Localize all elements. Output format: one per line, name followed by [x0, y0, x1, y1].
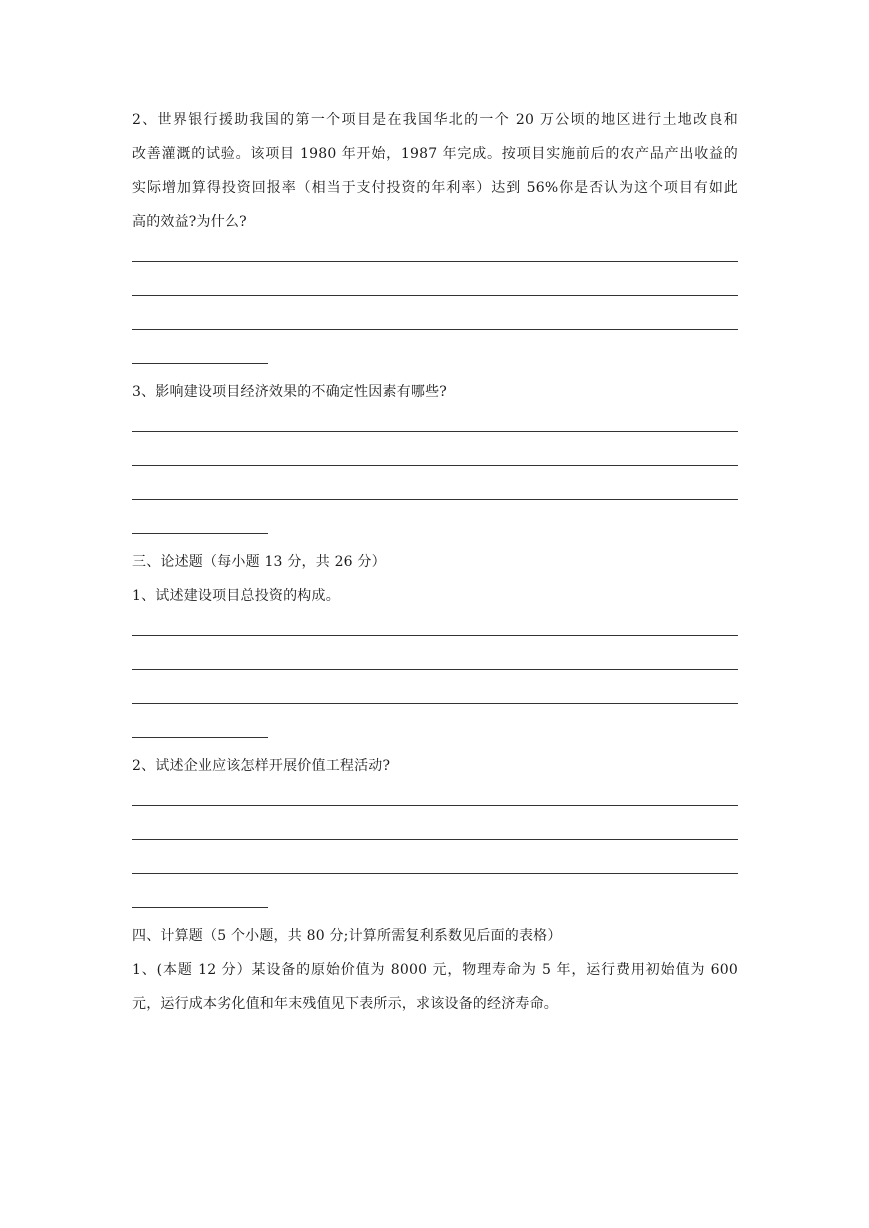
q2-answer-line-4[interactable]: [132, 341, 738, 375]
s3q1-answer-line-1[interactable]: [132, 613, 738, 647]
s3q2-answer-line-3[interactable]: [132, 851, 738, 885]
q2-text-line-2: 改善灌溉的试验。该项目 1980 年开始，1987 年完成。按项目实施前后的农产品产出收益的: [132, 146, 738, 162]
q2-text-line-4: 高的效益?为什么?: [132, 214, 247, 230]
s3q2-answer-line-4[interactable]: [132, 885, 738, 919]
s3q1-answer-line-2[interactable]: [132, 647, 738, 681]
section4-heading: 四、计算题（5 个小题，共 80 分;计算所需复利系数见后面的表格）: [132, 928, 562, 944]
q3-answer-line-4[interactable]: [132, 511, 738, 545]
q2-answer-line-3[interactable]: [132, 307, 738, 341]
q3-answer-line-1[interactable]: [132, 409, 738, 443]
q3-answer-line-3[interactable]: [132, 477, 738, 511]
section4-q1-line-2: 元，运行成本劣化值和年末残值见下表所示，求该设备的经济寿命。: [132, 996, 558, 1012]
q2-answer-line-1[interactable]: [132, 239, 738, 273]
s3q1-answer-line-3[interactable]: [132, 681, 738, 715]
section3-heading: 三、论述题（每小题 13 分，共 26 分）: [132, 554, 386, 570]
q3-question: 3、影响建设项目经济效果的不确定性因素有哪些?: [132, 384, 448, 400]
q3-answer-line-2[interactable]: [132, 443, 738, 477]
exam-page: [132, 103, 738, 1021]
section3-q2-question: 2、试述企业应该怎样开展价值工程活动?: [132, 758, 391, 774]
q2-answer-line-2[interactable]: [132, 273, 738, 307]
s3q1-answer-line-4[interactable]: [132, 715, 738, 749]
q2-text-line-3: 实际增加算得投资回报率（相当于支付投资的年利率）达到 56%你是否认为这个项目有如此: [132, 180, 738, 196]
q2-text-line-1: 2、世界银行援助我国的第一个项目是在我国华北的一个 20 万公顷的地区进行土地改良和: [132, 112, 738, 128]
section3-q1-question: 1、试述建设项目总投资的构成。: [132, 588, 340, 604]
s3q2-answer-line-2[interactable]: [132, 817, 738, 851]
s3q2-answer-line-1[interactable]: [132, 783, 738, 817]
section4-q1-line-1: 1、(本题 12 分）某设备的原始价值为 8000 元，物理寿命为 5 年，运行费用初始值为 600: [132, 962, 738, 978]
